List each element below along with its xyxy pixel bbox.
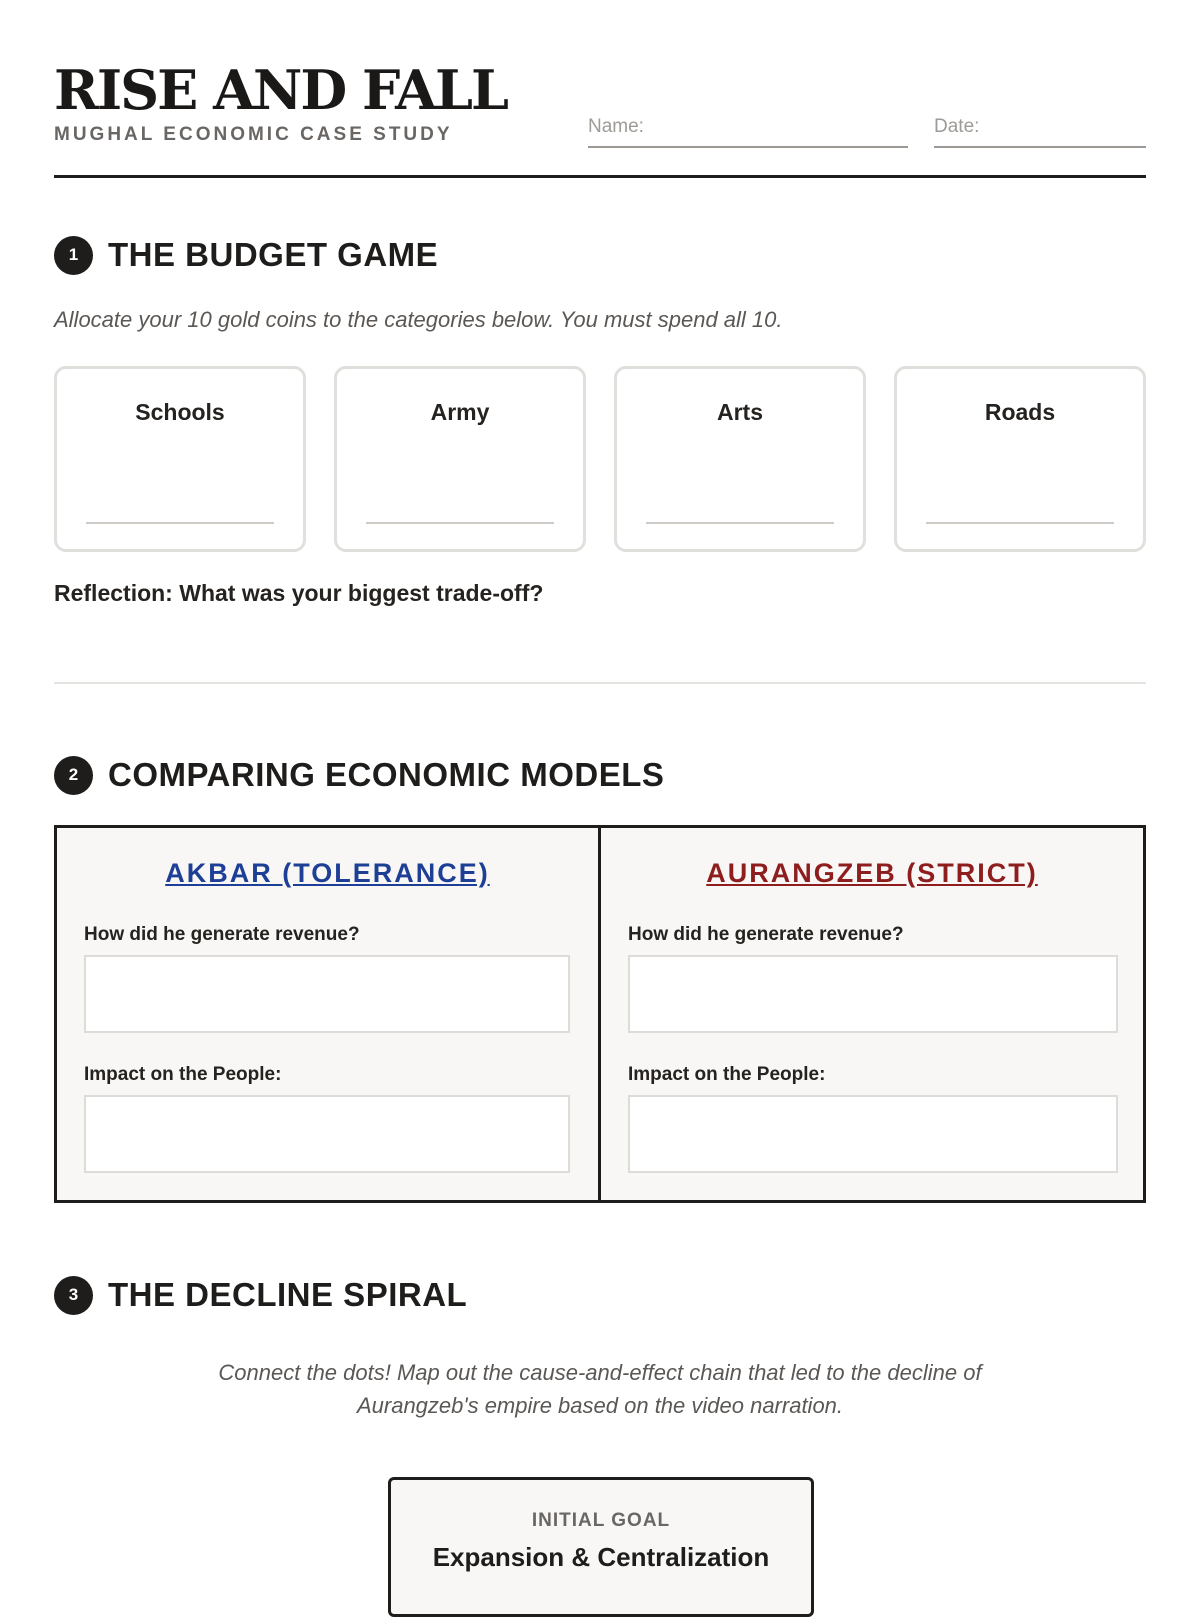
budget-box-schools[interactable] — [54, 366, 306, 552]
section-3-heading — [54, 1275, 467, 1315]
budget-answer-line[interactable] — [926, 522, 1114, 524]
budget-label: Arts — [716, 399, 763, 425]
budget-box-roads[interactable] — [894, 366, 1146, 552]
initial-goal-box — [388, 1477, 814, 1617]
section-1-title: THE BUDGET GAME — [108, 236, 439, 273]
name-label: Name: — [588, 116, 644, 137]
section-2-title: COMPARING ECONOMIC MODELS — [108, 756, 665, 793]
akbar-column — [57, 828, 601, 1200]
decline-instruction-line-1: Connect the dots! Map out the cause-and-effect chain that led to the decline of — [218, 1360, 982, 1385]
aurangzeb-impact-answer[interactable] — [628, 1095, 1118, 1173]
budget-answer-line[interactable] — [86, 522, 274, 524]
akbar-revenue-answer[interactable] — [84, 955, 570, 1033]
decline-instruction-line-2: Aurangzeb's empire based on the video narration. — [356, 1393, 844, 1418]
budget-label: Schools — [135, 399, 225, 425]
budget-answer-line[interactable] — [366, 522, 554, 524]
section-3-number: 3 — [54, 1276, 93, 1315]
akbar-impact-question: Impact on the People: — [84, 1064, 282, 1085]
akbar-title: AKBAR (TOLERANCE) — [165, 858, 490, 888]
aurangzeb-revenue-question: How did he generate revenue? — [628, 924, 904, 945]
comparison-table — [54, 825, 1146, 1203]
aurangzeb-impact-question: Impact on the People: — [628, 1064, 826, 1085]
akbar-impact-answer[interactable] — [84, 1095, 570, 1173]
reflection-answer-line[interactable] — [54, 682, 1146, 684]
budget-box-army[interactable] — [334, 366, 586, 552]
date-field[interactable] — [934, 114, 1146, 148]
section-1-heading — [54, 235, 438, 275]
initial-goal-text: Expansion & Centralization — [432, 1542, 770, 1572]
section-2-number: 2 — [54, 756, 93, 795]
date-label: Date: — [934, 116, 980, 137]
section-2-heading — [54, 755, 664, 795]
worksheet-title: RISE AND FALL — [54, 58, 507, 122]
reflection-prompt: Reflection: What was your biggest trade-off? — [54, 580, 544, 606]
budget-label: Army — [430, 399, 490, 425]
budget-box-arts[interactable] — [614, 366, 866, 552]
budget-categories — [54, 366, 1146, 552]
budget-label: Roads — [984, 399, 1056, 425]
initial-goal-label: INITIAL GOAL — [531, 1510, 671, 1531]
aurangzeb-title: AURANGZEB (STRICT) — [706, 858, 1038, 888]
worksheet-page — [54, 0, 1146, 1600]
section-1-number: 1 — [54, 236, 93, 275]
aurangzeb-column — [601, 828, 1143, 1200]
name-field[interactable] — [588, 114, 908, 148]
worksheet-subtitle: MUGHAL ECONOMIC CASE STUDY — [54, 124, 453, 145]
worksheet-header — [54, 54, 1146, 178]
aurangzeb-revenue-answer[interactable] — [628, 955, 1118, 1033]
budget-answer-line[interactable] — [646, 522, 834, 524]
section-3-title: THE DECLINE SPIRAL — [108, 1276, 468, 1313]
akbar-revenue-question: How did he generate revenue? — [84, 924, 360, 945]
budget-instruction: Allocate your 10 gold coins to the categories below. You must spend all 10. — [54, 307, 783, 332]
